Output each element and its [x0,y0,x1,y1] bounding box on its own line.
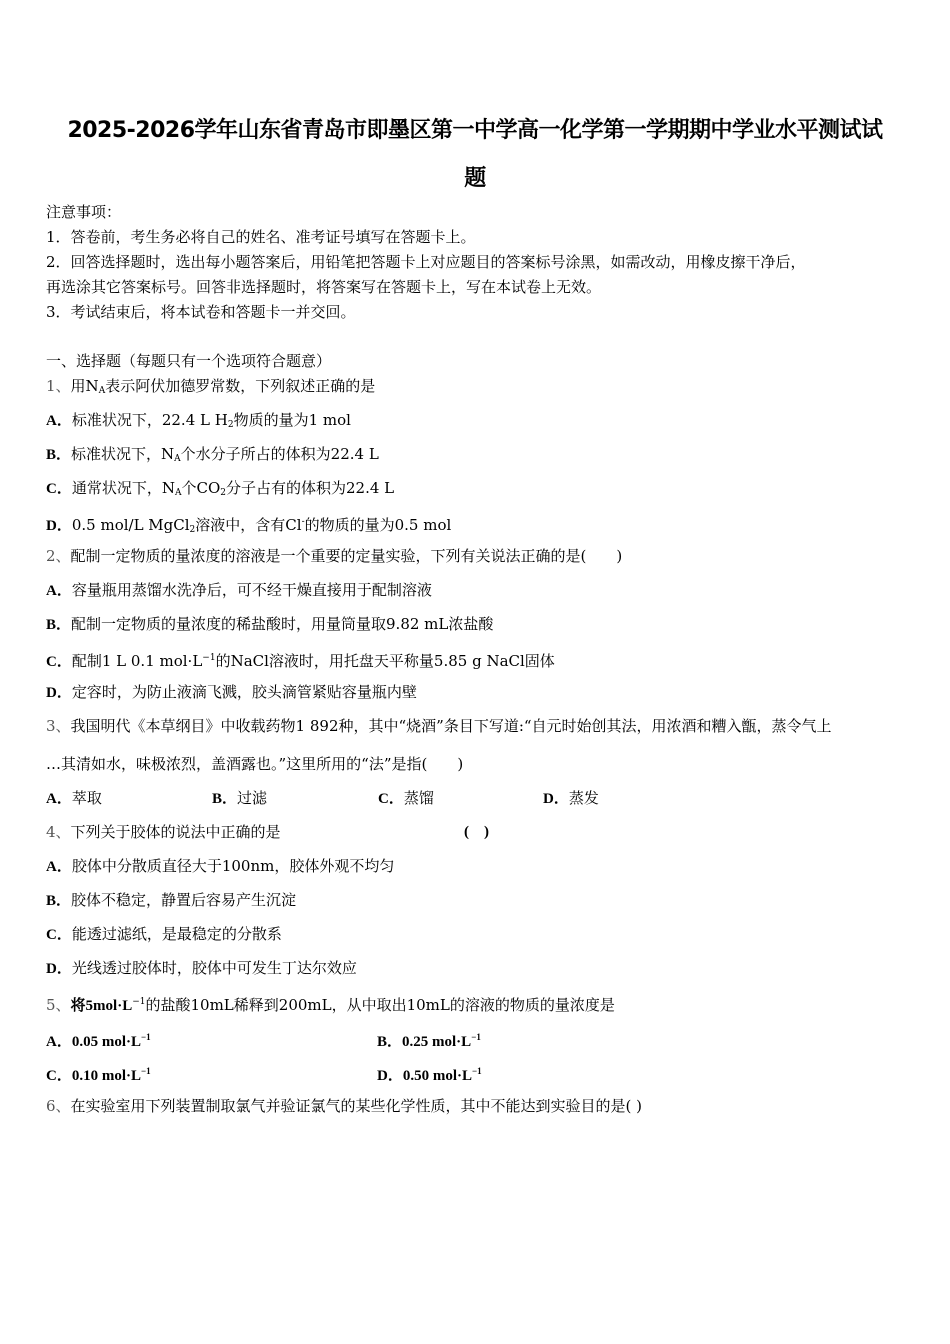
question-number: 2、 [46,547,71,565]
question-2-option-c: C．配制1 L 0.1 $mol\cdot L^{-1}$的NaCl溶液时，用托盘天平称量5.85 g NaCl固体 [46,652,555,670]
section-heading: 一、选择题（每题只有一个选项符合题意） [46,352,332,370]
question-2-stem: 2、配制一定物质的量浓度的溶液是一个重要的定量实验，下列有关说法正确的是( ) [46,547,623,565]
question-6-stem: 6、在实验室用下列装置制取氯气并验证氯气的某些化学性质，其中不能达到实验目的是( ) [46,1097,643,1115]
question-4-option-b: B．胶体不稳定，静置后容易产生沉淀 [46,891,297,909]
question-1-option-a: A．标准状况下，22.4 L $H_2$物质的量为1 mol [46,411,351,430]
question-3-option-c: C．蒸馏 [378,789,434,807]
question-3-option-a: A．萃取 [46,789,102,807]
question-4-option-c: C．能透过滤纸，是最稳定的分散系 [46,925,282,943]
notice-item-3: 3．考试结束后，将本试卷和答题卡一并交回。 [46,303,356,321]
question-5-option-b: B．0.25 $mol\cdot L^{-1}$ [377,1032,481,1050]
question-5-stem: 5、将$5mol\cdot L^{-1}$的盐酸10mL稀释到200mL，从中取出10mL的溶液的物质的量浓度是 [46,996,615,1014]
question-number: 3、 [46,717,71,735]
question-3-option-b: B．过滤 [212,789,268,807]
question-4-stem: 4、下列关于胶体的说法中正确的是 [46,823,281,841]
question-number: 5、 [46,996,71,1014]
question-3-stem-line1: 3、我国明代《本草纲目》中收载药物1 892种，其中“烧酒”条目下写道:“自元时始创其法，用浓酒和糟入甑，蒸令气上 [46,717,832,735]
question-2-option-d: D．定容时，为防止液滴飞溅，胶头滴管紧贴容量瓶内壁 [46,683,417,701]
question-1-option-d: D．0.5 mol/L MgCl$_2$溶液中，含有Cl-的物质的量为0.5 mol [46,516,452,535]
exam-title-line1: 2025-2026学年山东省青岛市即墨区第一中学高一化学第一学期期中学业水平测试试 [67,118,883,143]
question-1-stem: 1、用$N_A$表示阿伏加德罗常数，下列叙述正确的是 [46,377,376,396]
question-number: 4、 [46,823,71,841]
question-5-option-c: C．0.10 $mol\cdot L^{-1}$ [46,1066,151,1084]
question-1-option-b: B．标准状况下，$N_A$个水分子所占的体积为22.4 L [46,445,379,464]
notice-item-1: 1．答卷前，考生务必将自己的姓名、准考证号填写在答题卡上。 [46,228,476,246]
question-4-option-d: D．光线透过胶体时，胶体中可发生丁达尔效应 [46,959,357,977]
question-3-option-d: D．蒸发 [543,789,599,807]
question-2-option-a: A．容量瓶用蒸馏水洗净后，可不经干燥直接用于配制溶液 [46,581,432,599]
notice-item-2-cont: 再选涂其它答案标号。回答非选择题时，将答案写在答题卡上，写在本试卷上无效。 [46,278,602,296]
question-5-option-d: D．0.50 $mol\cdot L^{-1}$ [377,1066,482,1084]
question-number: 6、 [46,1097,71,1115]
question-2-option-b: B．配制一定物质的量浓度的稀盐酸时，用量筒量取9.82 mL浓盐酸 [46,615,494,633]
question-3-stem-line2: …其清如水，味极浓烈，盖酒露也。”这里所用的“法”是指( ) [46,755,464,773]
notice-item-2: 2．回答选择题时，选出每小题答案后，用铅笔把答题卡上对应题目的答案标号涂黑，如需改动，用橡皮擦干净后， [46,253,806,271]
exam-title-line2: 题 [464,166,486,191]
question-number: 1、 [46,377,71,395]
question-4-answer-blank: ( ) [464,824,489,840]
notice-heading: 注意事项： [46,203,122,221]
question-1-option-c: C．通常状况下，$N_A$个$CO_2$分子占有的体积为22.4 L [46,479,395,498]
question-5-option-a: A．0.05 $mol\cdot L^{-1}$ [46,1032,151,1050]
question-4-option-a: A．胶体中分散质直径大于100nm，胶体外观不均匀 [46,857,395,875]
